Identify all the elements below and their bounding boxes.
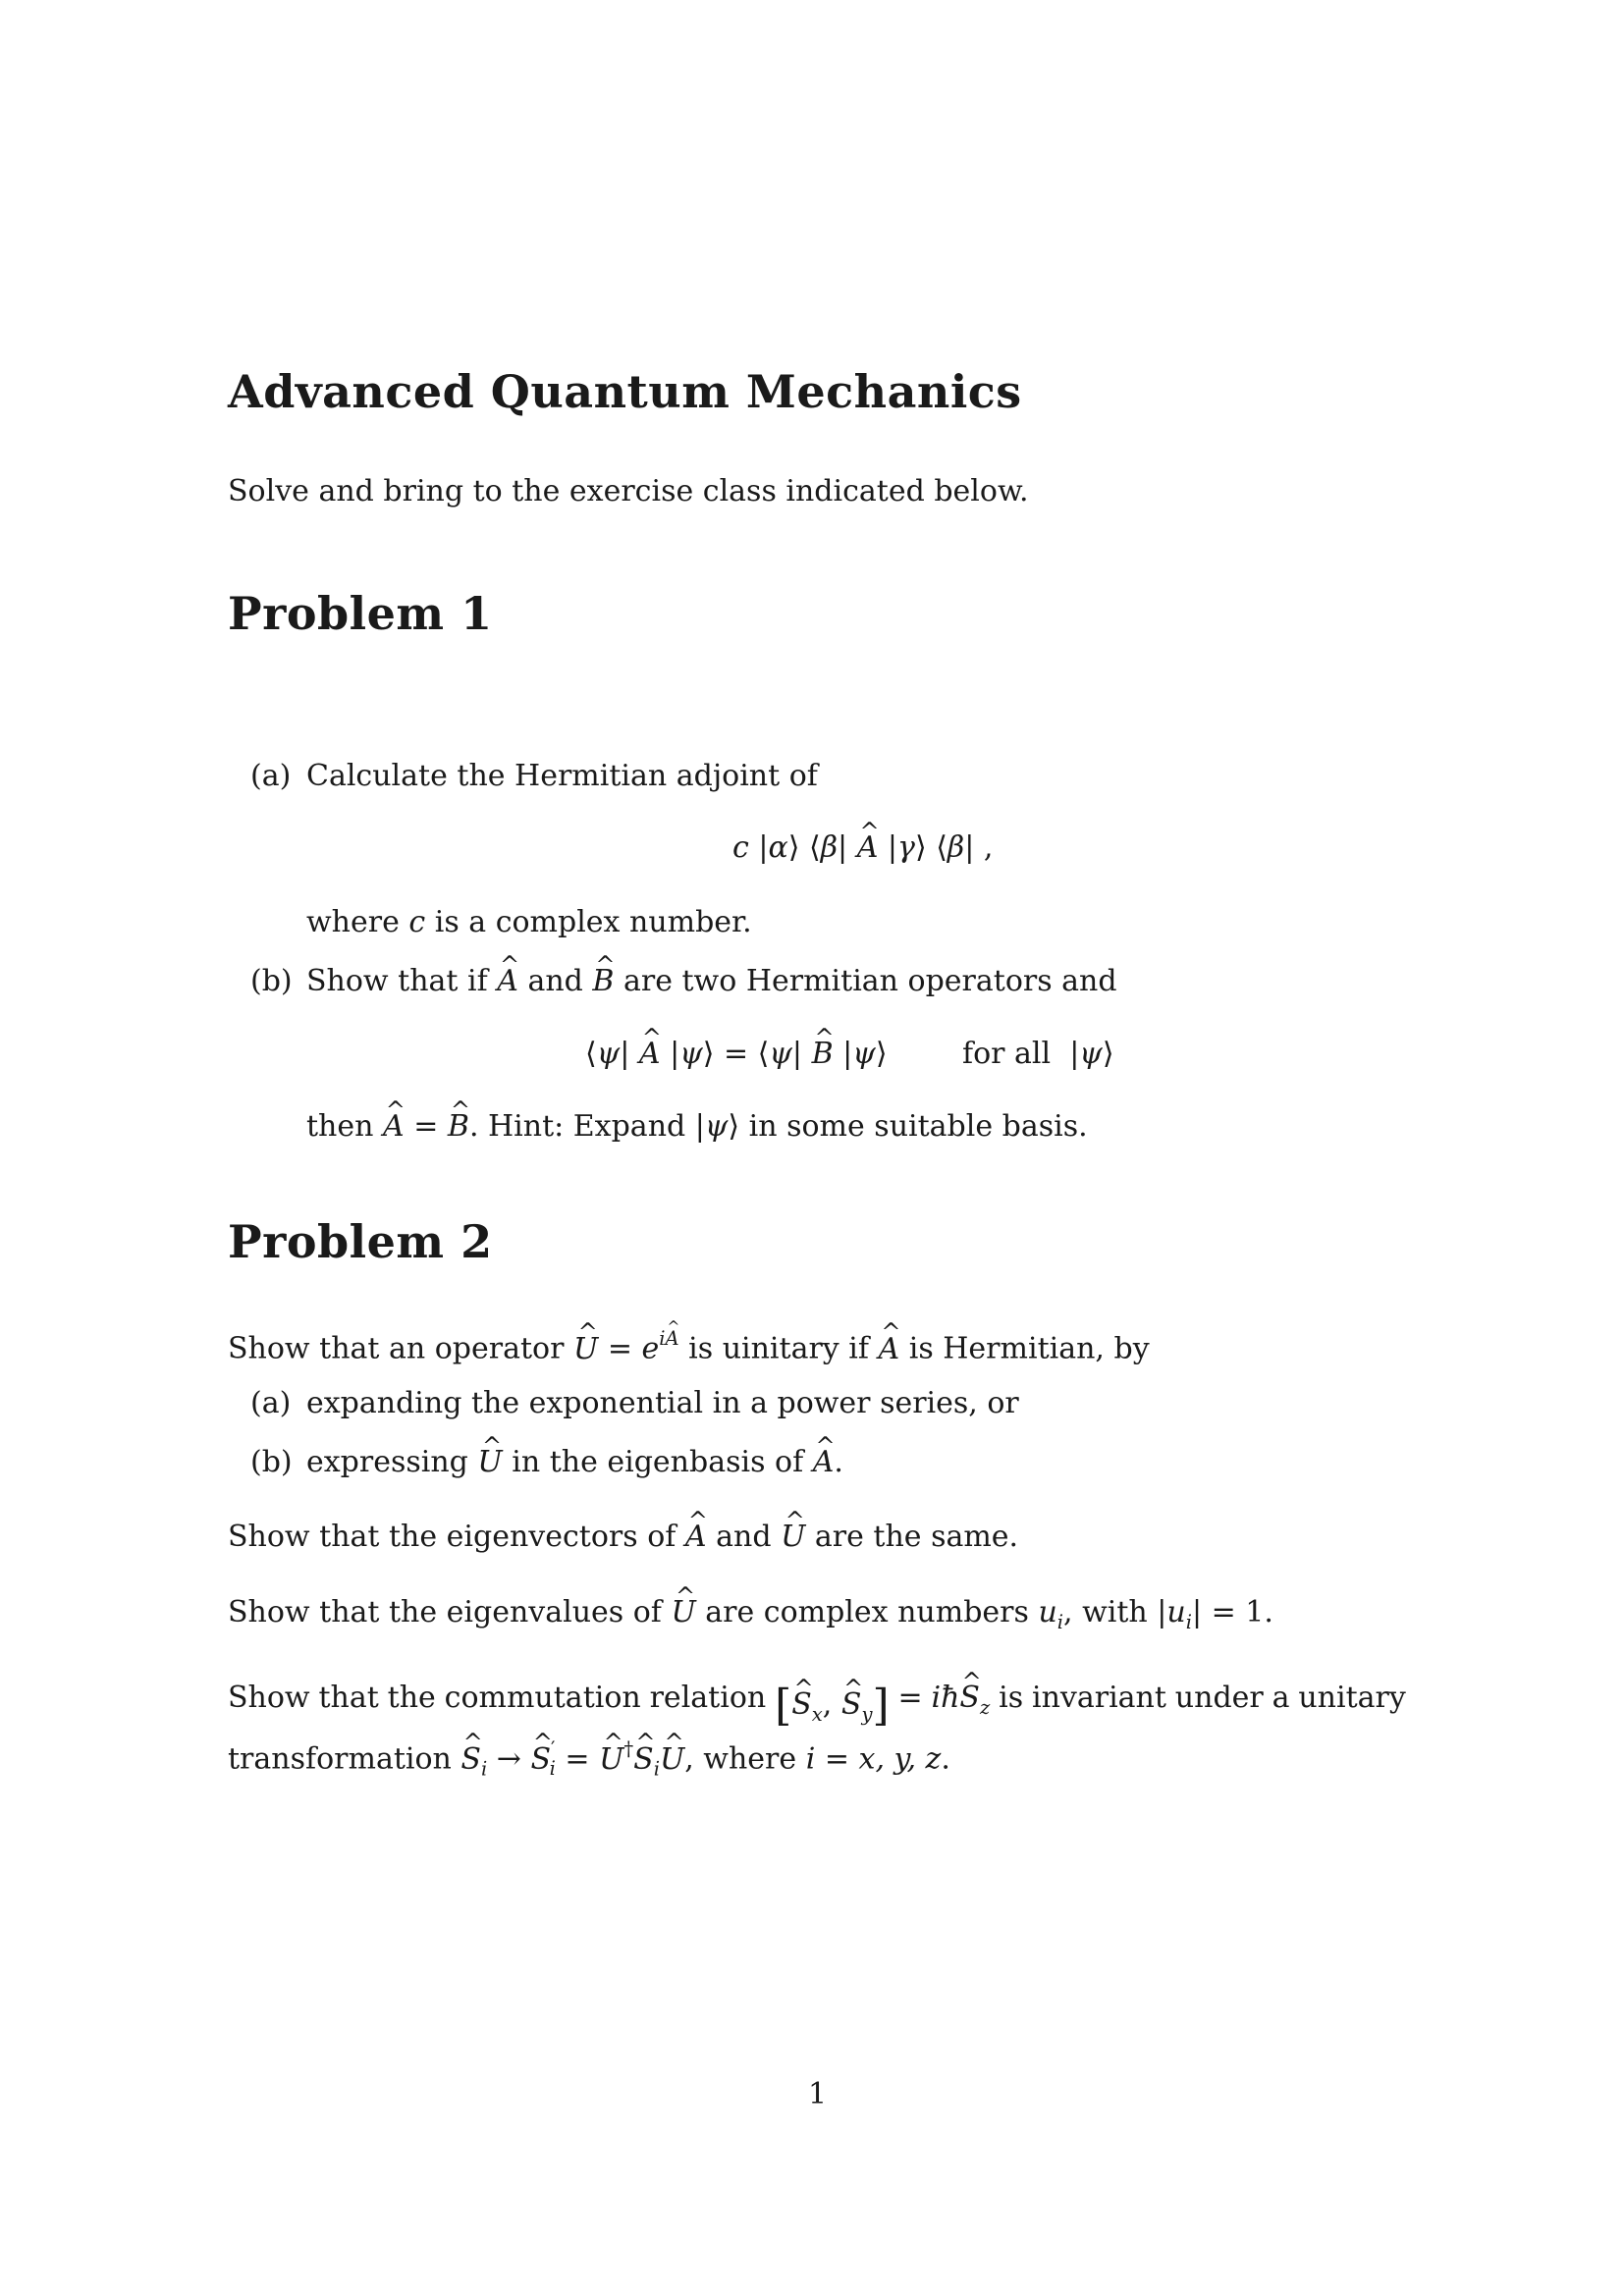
problem-1-heading: Problem 1 bbox=[228, 587, 493, 640]
problem-1b-equation: ⟨ψ| ^ A |ψ⟩ = ⟨ψ| ^ B |ψ⟩ bbox=[585, 1037, 888, 1071]
problem-1b-condition: for all |ψ⟩ bbox=[962, 1037, 1114, 1071]
problem-2-commutation-line2: transformation ^ $S_i$ → ^ $S'_i$ = ^ U†^ $S_i\^{}$ U, where i = x, y, z. bbox=[228, 1737, 950, 1780]
problem-2b-label: (b) bbox=[250, 1445, 293, 1479]
problem-2a-text: expanding the exponential in a power series, or bbox=[306, 1386, 1019, 1420]
problem-2-eigenvalues: Show that the eigenvalues of ^ U are complex numbers $u_i$, with $|u_i| = 1$. bbox=[228, 1595, 1273, 1633]
problem-1b-label: (b) bbox=[250, 964, 293, 998]
page-number: 1 bbox=[808, 2077, 828, 2111]
problem-2-heading: Problem 2 bbox=[228, 1215, 493, 1268]
problem-1b-then: then ^ A = ^ B. Hint: Expand |ψ⟩ in some suitable basis. bbox=[306, 1109, 1088, 1144]
problem-2-eigenvectors: Show that the eigenvectors of ^ A and ^ U are the same. bbox=[228, 1520, 1018, 1554]
problem-2a-label: (a) bbox=[250, 1386, 292, 1420]
problem-1a-label: (a) bbox=[250, 759, 292, 793]
problem-2-commutation-line1: Show that the commutation relation [^ $S_x$, ^ $S_y$] = iħ^ $S_z$ is invariant under a unitary bbox=[228, 1681, 1406, 1731]
problem-1a-equation: c |α⟩ ⟨β| ^ A |γ⟩ ⟨β| , bbox=[732, 830, 993, 865]
problem-1b-text: Show that if ^ A and ^ B are two Hermitian operators and bbox=[306, 964, 1117, 998]
problem-2b-text: expressing ^ U in the eigenbasis of ^ A. bbox=[306, 1445, 843, 1479]
problem-2-intro: Show that an operator ^ $U = e^{i\^{} A}$ is uinitary if ^ A is Hermitian, by bbox=[228, 1327, 1150, 1366]
document-title: Advanced Quantum Mechanics bbox=[228, 365, 1022, 418]
document-intro: Solve and bring to the exercise class indicated below. bbox=[228, 474, 1029, 508]
problem-1a-text: Calculate the Hermitian adjoint of bbox=[306, 759, 818, 793]
problem-1a-where: where c is a complex number. bbox=[306, 905, 752, 939]
